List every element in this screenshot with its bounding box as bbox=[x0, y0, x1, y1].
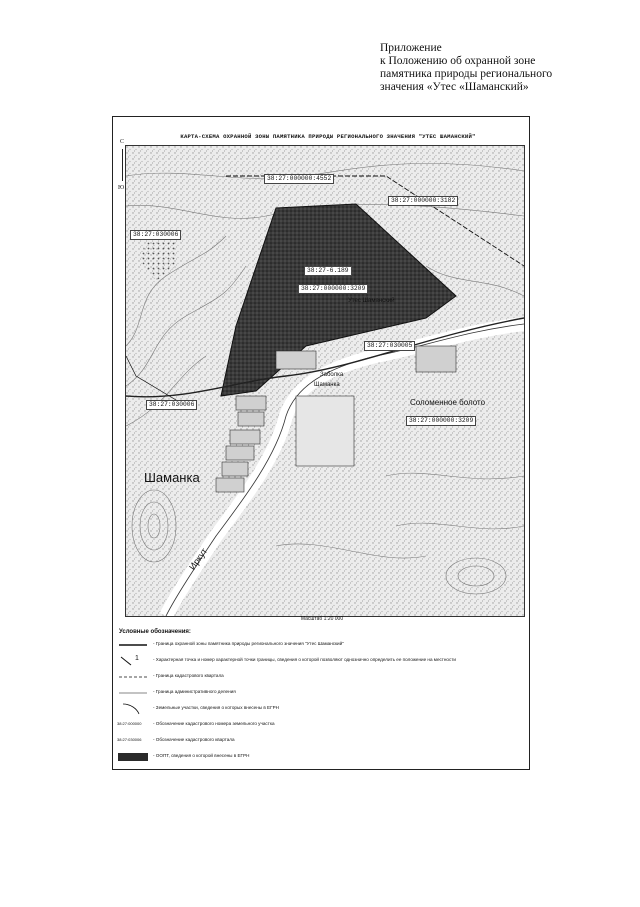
scale-text: Масштаб 1:20 000 bbox=[300, 616, 344, 622]
legend-title: Условные обозначения: bbox=[119, 629, 191, 635]
north-arrow-line bbox=[122, 149, 123, 181]
cadastral-label: 38:27:000000:4552 bbox=[264, 174, 334, 184]
legend-text: - Граница административного деления bbox=[153, 689, 236, 694]
cadastral-label: 38:27:000000:3182 bbox=[388, 196, 458, 206]
river-name: Иркут bbox=[187, 546, 210, 572]
legend-item-oopt bbox=[117, 751, 525, 765]
legend-item-quarter-code bbox=[117, 735, 525, 749]
legend-text: - Граница охранной зоны памятника природы регионального значения "Утес Шаманский" bbox=[153, 641, 344, 646]
village-name: Шаманка bbox=[144, 470, 200, 485]
legend-text: - Обозначение кадастрового квартала bbox=[153, 737, 235, 742]
map-sheet bbox=[112, 116, 530, 770]
parcel-code-sample: 38:27:000000 bbox=[117, 721, 142, 726]
legend-item-parcel-code bbox=[117, 719, 525, 733]
cadastral-label: 38:27:030005 bbox=[364, 341, 415, 351]
map-title: КАРТА-СХЕМА ОХРАННОЙ ЗОНЫ ПАМЯТНИКА ПРИРОДЫ РЕГИОНАЛЬНОГО ЗНАЧЕНИЯ "УТЕС ШАМАНСКИЙ" bbox=[180, 133, 476, 140]
legend-text: - Характерная точка и номер характерной точки границы, сведения о которой позволяют однозначно определить ее положение на местности bbox=[153, 657, 456, 662]
north-label: С bbox=[120, 139, 125, 145]
legend-item-boundary bbox=[117, 639, 525, 653]
header-line-2: к Положению об охранной зоне bbox=[380, 55, 536, 67]
header-line-3: памятника природы регионального bbox=[380, 68, 553, 80]
point-symbol bbox=[117, 655, 149, 667]
zabolk-label: Заболка bbox=[320, 372, 344, 378]
parcel-symbol bbox=[117, 703, 149, 715]
header-line-4: значения «Утес «Шаманский» bbox=[380, 81, 529, 93]
south-label: Ю bbox=[118, 185, 125, 191]
legend-text: - Земельные участки, сведения о которых внесены в ЕГРН bbox=[153, 705, 279, 710]
legend-item-admin bbox=[117, 687, 525, 701]
cadastral-label: 38:27:000000:3209 bbox=[298, 284, 368, 294]
point-number: 1 bbox=[135, 655, 139, 662]
legend-text: - ООПТ, сведения о которой внесены в ЕГРН bbox=[153, 753, 250, 758]
admin-boundary-symbol bbox=[117, 687, 149, 699]
boundary-line-symbol bbox=[117, 639, 149, 651]
legend-text: - Граница кадастрового квартала bbox=[153, 673, 224, 678]
header-line-1: Приложение bbox=[380, 42, 442, 54]
legend-item-quarter bbox=[117, 671, 525, 685]
quarter-boundary-symbol bbox=[117, 671, 149, 683]
legend-item-point bbox=[117, 655, 525, 669]
map-area bbox=[125, 145, 525, 617]
document-header bbox=[380, 42, 630, 94]
cadastral-label: 38:27:030006 bbox=[130, 230, 181, 240]
cadastral-label: 38:27-6.189 bbox=[304, 266, 352, 276]
legend-item-parcels bbox=[117, 703, 525, 717]
meadow-name: Соломенное болото bbox=[410, 398, 486, 407]
cadastral-label: 38:27:000000:3209 bbox=[406, 416, 476, 426]
cadastral-label: 38:27:030006 bbox=[146, 400, 197, 410]
quarter-code-sample: 38:27:030006 bbox=[117, 737, 142, 742]
utes-label: Утес Шаманский bbox=[348, 298, 395, 304]
map-drawing bbox=[126, 146, 524, 616]
shamanka-small-label: Шаманка bbox=[314, 382, 340, 388]
oopt-fill-symbol bbox=[117, 751, 149, 763]
legend-text: - Обозначение кадастрового номера земельного участка bbox=[153, 721, 275, 726]
